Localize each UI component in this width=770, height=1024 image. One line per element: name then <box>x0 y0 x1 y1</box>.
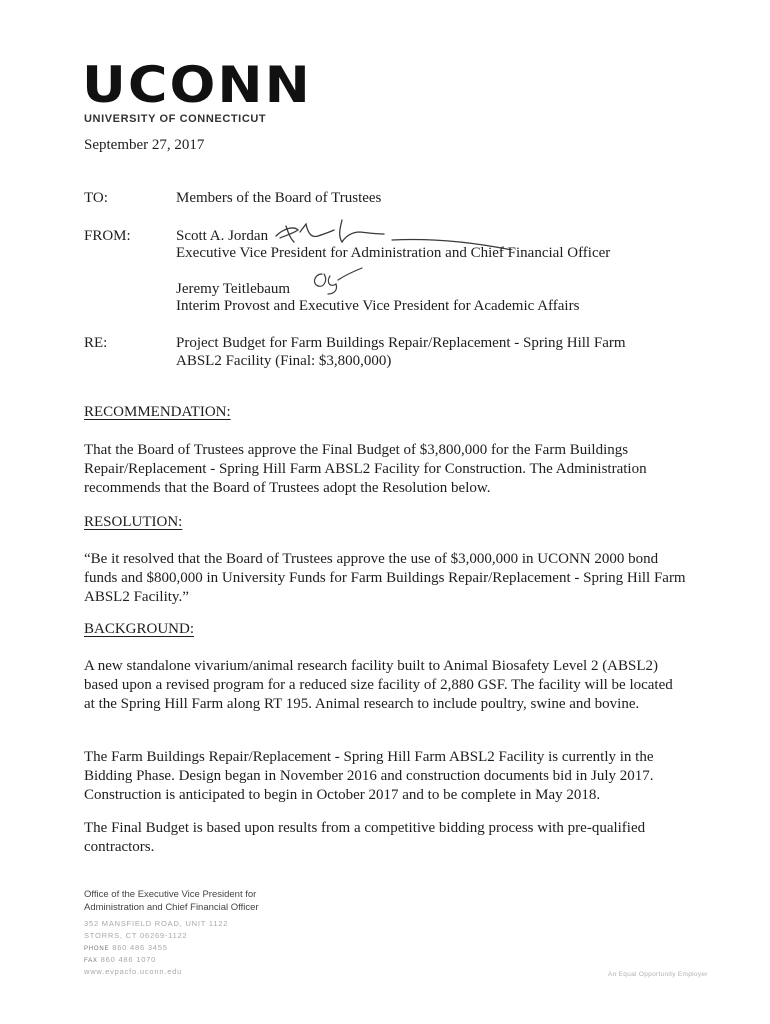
footer-website: www.evpacfo.uconn.edu <box>84 967 183 976</box>
from-name-teitlebaum: Jeremy Teitlebaum <box>176 281 291 297</box>
footer-address-line-1: 352 MANSFIELD ROAD, UNIT 1122 <box>84 919 229 928</box>
background-paragraph-3: The Final Budget is based upon results from a competitive bidding process with pre-qualified contractors. <box>84 820 646 855</box>
from-label: FROM: <box>84 228 131 244</box>
to-value: Members of the Board of Trustees <box>176 190 382 206</box>
background-heading: BACKGROUND: <box>84 621 195 637</box>
recommendation-heading: RECOMMENDATION: <box>84 404 231 420</box>
resolution-text: “Be it resolved that the Board of Trustees approve the use of $3,000,000 in UCONN 2000 bond funds and $800,000 in University Funds for Farm Buildings Repair/Replacement - Spring Hill Farm ABSL2 Facility.” <box>84 551 686 605</box>
re-line-1: Project Budget for Farm Buildings Repair/Replacement - Spring Hill Farm <box>176 335 626 351</box>
equal-opportunity-employer: An Equal Opportunity Employer <box>608 971 708 978</box>
footer-fax-number: 860 486 1070 <box>100 955 157 964</box>
from-name-jordan: Scott A. Jordan <box>176 228 269 244</box>
resolution-heading: RESOLUTION: <box>84 514 183 530</box>
background-paragraph-2: The Farm Buildings Repair/Replacement - Spring Hill Farm ABSL2 Facility is currently in the Bidding Phase. Design began in November 2016 and construction documents bid in July 2017. Construction is anticipated to begin in October 2017 and to be complete in May 2018. <box>84 749 654 803</box>
background-paragraph-1: A new standalone vivarium/animal research facility built to Animal Biosafety Level 2 (ABSL2) based upon a revised program for a reduced size facility of 2,880 GSF. The facility will be located at the Spring Hill Farm along RT 195. Animal research to include poultry, swine and bovine. <box>84 658 673 712</box>
footer-office-line-2: Administration and Chief Financial Officer <box>84 902 259 913</box>
footer-address-line-2: STORRS, CT 06269-1122 <box>84 931 188 940</box>
footer-phone-number: 860 486 3455 <box>112 943 168 952</box>
from-title-teitlebaum: Interim Provost and Executive Vice President for Academic Affairs <box>176 298 580 314</box>
university-subtitle: UNIVERSITY OF CONNECTICUT <box>84 113 267 125</box>
re-label: RE: <box>84 335 108 351</box>
uconn-logo: UCONN <box>82 56 312 115</box>
to-label: TO: <box>84 190 108 206</box>
from-title-jordan: Executive Vice President for Administration and Chief Financial Officer <box>176 245 611 261</box>
recommendation-text: That the Board of Trustees approve the Final Budget of $3,800,000 for the Farm Buildings Repair/Replacement - Spring Hill Farm ABSL2 Facility for Construction. The Administration recommends that the Board of Trustees adopt the Resolution below. <box>84 442 647 496</box>
footer-office-line-1: Office of the Executive Vice President for <box>84 889 257 900</box>
footer-phone-label: PHONE <box>84 946 110 952</box>
footer-fax-label: FAX <box>84 958 98 964</box>
memo-date: September 27, 2017 <box>84 137 205 153</box>
signature-teitlebaum <box>308 266 368 296</box>
re-line-2: ABSL2 Facility (Final: $3,800,000) <box>176 353 392 369</box>
